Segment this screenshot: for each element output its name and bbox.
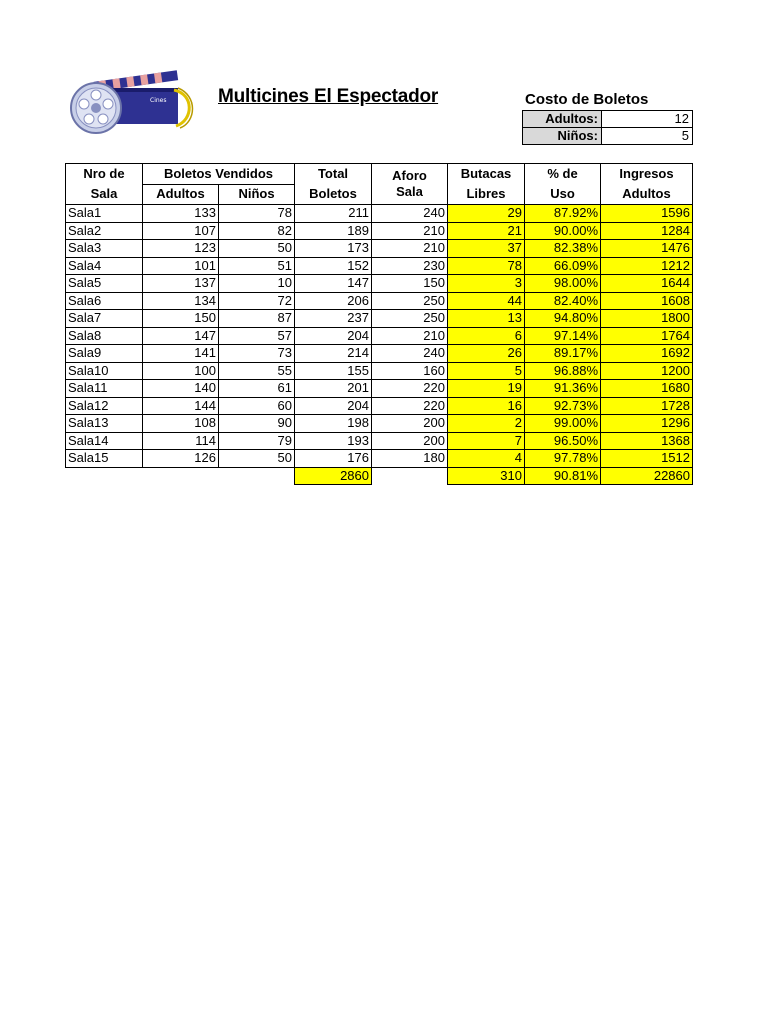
header-adultos: Adultos [143,184,219,205]
cell-ingresos[interactable]: 1800 [601,310,693,328]
cost-table [522,110,693,145]
cell-adultos[interactable]: 133 [143,205,219,223]
cell-adultos[interactable]: 114 [143,432,219,450]
cell-libres[interactable]: 13 [448,310,525,328]
cell-aforo[interactable]: 200 [372,432,448,450]
cell-ninos[interactable]: 10 [219,275,295,293]
table-row [66,345,693,363]
cell-aforo[interactable]: 250 [372,310,448,328]
cell-aforo[interactable]: 150 [372,275,448,293]
cell-libres[interactable]: 44 [448,292,525,310]
cost-row-ninos [523,128,693,145]
header-boletos-bot: Boletos [295,184,372,205]
total-libres[interactable]: 310 [448,467,525,485]
cost-row-adultos [523,111,693,128]
cell-total[interactable]: 176 [295,450,372,468]
cell-total[interactable]: 198 [295,415,372,433]
header-aforo: Aforo Sala [372,164,448,205]
cell-adultos[interactable]: 101 [143,257,219,275]
cell-ingresos[interactable]: 1692 [601,345,693,363]
table-row [66,380,693,398]
cell-libres[interactable]: 3 [448,275,525,293]
cell-adultos[interactable]: 108 [143,415,219,433]
table-row [66,327,693,345]
cell-ninos[interactable]: 50 [219,450,295,468]
cell-libres[interactable]: 5 [448,362,525,380]
table-row [66,432,693,450]
cost-label: Niños: [523,128,602,145]
cell-ingresos[interactable]: 1284 [601,222,693,240]
cell-libres[interactable]: 16 [448,397,525,415]
cell-adultos[interactable]: 141 [143,345,219,363]
cell-aforo[interactable]: 240 [372,345,448,363]
cell-sala[interactable]: Sala6 [66,292,143,310]
header-uso: % de [525,164,601,185]
cell-aforo[interactable]: 240 [372,205,448,223]
cell-libres[interactable]: 6 [448,327,525,345]
cost-label: Adultos: [523,111,602,128]
cell-ninos[interactable]: 82 [219,222,295,240]
cell-total[interactable]: 173 [295,240,372,258]
cell-sala[interactable]: Sala10 [66,362,143,380]
cell-total[interactable]: 155 [295,362,372,380]
cell-aforo[interactable]: 160 [372,362,448,380]
table-row [66,397,693,415]
header-sala: Sala [66,184,143,205]
cell-ingresos[interactable]: 1764 [601,327,693,345]
cell-ingresos[interactable]: 1476 [601,240,693,258]
table-row [66,450,693,468]
cell-ninos[interactable]: 73 [219,345,295,363]
cost-title: Costo de Boletos [525,91,649,108]
cell-ingresos[interactable]: 1596 [601,205,693,223]
table-row [66,205,693,223]
film-clapperboard-reel-icon [66,68,196,134]
cost-value-adultos[interactable]: 12 [602,111,693,128]
cell-sala[interactable]: Sala2 [66,222,143,240]
cell-ninos[interactable]: 57 [219,327,295,345]
header-total: Total [295,164,372,185]
header-ingresos: Ingresos [601,164,693,185]
cell-aforo[interactable]: 220 [372,380,448,398]
cell-libres[interactable]: 78 [448,257,525,275]
cell-aforo[interactable]: 220 [372,397,448,415]
cell-ingresos[interactable]: 1644 [601,275,693,293]
cell-total[interactable]: 204 [295,397,372,415]
cell-total[interactable]: 189 [295,222,372,240]
table-row [66,257,693,275]
cell-uso[interactable]: 97.78% [525,450,601,468]
cell-sala[interactable]: Sala8 [66,327,143,345]
cell-libres[interactable]: 21 [448,222,525,240]
cell-sala[interactable]: Sala3 [66,240,143,258]
table-row [66,240,693,258]
cell-sala[interactable]: Sala15 [66,450,143,468]
cell-sala[interactable]: Sala14 [66,432,143,450]
cell-sala[interactable]: Sala1 [66,205,143,223]
cell-sala[interactable]: Sala7 [66,310,143,328]
cell-libres[interactable]: 26 [448,345,525,363]
cell-ninos[interactable]: 87 [219,310,295,328]
cell-uso[interactable]: 82.40% [525,292,601,310]
cell-uso[interactable]: 91.36% [525,380,601,398]
cell-uso[interactable]: 98.00% [525,275,601,293]
cell-total[interactable]: 206 [295,292,372,310]
cell-sala[interactable]: Sala12 [66,397,143,415]
cell-adultos[interactable]: 140 [143,380,219,398]
cell-libres[interactable]: 19 [448,380,525,398]
cell-uso[interactable]: 96.88% [525,362,601,380]
cell-aforo[interactable]: 250 [372,292,448,310]
cell-sala[interactable]: Sala13 [66,415,143,433]
cell-ninos[interactable]: 55 [219,362,295,380]
cell-aforo[interactable]: 230 [372,257,448,275]
cell-ninos[interactable]: 72 [219,292,295,310]
cell-libres[interactable]: 7 [448,432,525,450]
cell-uso[interactable]: 99.00% [525,415,601,433]
cell-ingresos[interactable]: 1296 [601,415,693,433]
table-row [66,362,693,380]
cell-uso[interactable]: 82.38% [525,240,601,258]
cell-sala[interactable]: Sala9 [66,345,143,363]
cell-adultos[interactable]: 137 [143,275,219,293]
cell-uso[interactable]: 90.00% [525,222,601,240]
cost-value-ninos[interactable]: 5 [602,128,693,145]
cell-libres[interactable]: 2 [448,415,525,433]
cell-aforo[interactable]: 210 [372,327,448,345]
cell-ingresos[interactable]: 1728 [601,397,693,415]
header-nro: Nro de [66,164,143,185]
cell-ninos[interactable]: 60 [219,397,295,415]
total-uso[interactable]: 90.81% [525,467,601,485]
cell-uso[interactable]: 89.17% [525,345,601,363]
cell-ingresos[interactable]: 1368 [601,432,693,450]
cell-ingresos[interactable]: 1512 [601,450,693,468]
cell-ingresos[interactable]: 1212 [601,257,693,275]
page-title: Multicines El Espectador [218,86,439,107]
cell-uso[interactable]: 92.73% [525,397,601,415]
cell-libres[interactable]: 37 [448,240,525,258]
cell-ingresos[interactable]: 1200 [601,362,693,380]
table-row [66,275,693,293]
cell-sala[interactable]: Sala11 [66,380,143,398]
header-ingresos-bot: Adultos [601,184,693,205]
cell-adultos[interactable]: 134 [143,292,219,310]
cell-ninos[interactable]: 78 [219,205,295,223]
table-row [66,415,693,433]
cell-uso[interactable]: 96.50% [525,432,601,450]
header-boletos: Boletos Vendidos [143,164,295,185]
ventas-table [65,163,693,485]
cell-uso[interactable]: 87.92% [525,205,601,223]
cell-ninos[interactable]: 61 [219,380,295,398]
cell-ingresos[interactable]: 1680 [601,380,693,398]
table-row [66,310,693,328]
cell-total[interactable]: 152 [295,257,372,275]
cell-total[interactable]: 214 [295,345,372,363]
cell-adultos[interactable]: 147 [143,327,219,345]
cell-aforo[interactable]: 200 [372,415,448,433]
cell-total[interactable]: 147 [295,275,372,293]
cell-uso[interactable]: 97.14% [525,327,601,345]
cell-adultos[interactable]: 123 [143,240,219,258]
cell-adultos[interactable]: 126 [143,450,219,468]
total-ingresos[interactable]: 22860 [601,467,693,485]
table-row [66,292,693,310]
cell-sala[interactable]: Sala5 [66,275,143,293]
header-uso-bot: Uso [525,184,601,205]
cell-adultos[interactable]: 150 [143,310,219,328]
cell-total[interactable]: 237 [295,310,372,328]
header-libres: Libres [448,184,525,205]
cell-ninos[interactable]: 51 [219,257,295,275]
cell-aforo[interactable]: 210 [372,222,448,240]
cell-adultos[interactable]: 107 [143,222,219,240]
table-row [66,222,693,240]
svg-text:Cines: Cines [150,97,167,104]
cell-total[interactable]: 193 [295,432,372,450]
cell-total[interactable]: 201 [295,380,372,398]
cell-ninos[interactable]: 79 [219,432,295,450]
header-ninos: Niños [219,184,295,205]
total-boletos[interactable]: 2860 [295,467,372,485]
cell-aforo[interactable]: 210 [372,240,448,258]
header-butacas: Butacas [448,164,525,185]
cell-uso[interactable]: 94.80% [525,310,601,328]
cell-total[interactable]: 204 [295,327,372,345]
totals-row [66,467,693,485]
cell-ninos[interactable]: 90 [219,415,295,433]
cell-total[interactable]: 211 [295,205,372,223]
cell-adultos[interactable]: 100 [143,362,219,380]
cell-ingresos[interactable]: 1608 [601,292,693,310]
cell-uso[interactable]: 66.09% [525,257,601,275]
cell-sala[interactable]: Sala4 [66,257,143,275]
cell-libres[interactable]: 4 [448,450,525,468]
cell-libres[interactable]: 29 [448,205,525,223]
cell-aforo[interactable]: 180 [372,450,448,468]
cell-adultos[interactable]: 144 [143,397,219,415]
cell-ninos[interactable]: 50 [219,240,295,258]
